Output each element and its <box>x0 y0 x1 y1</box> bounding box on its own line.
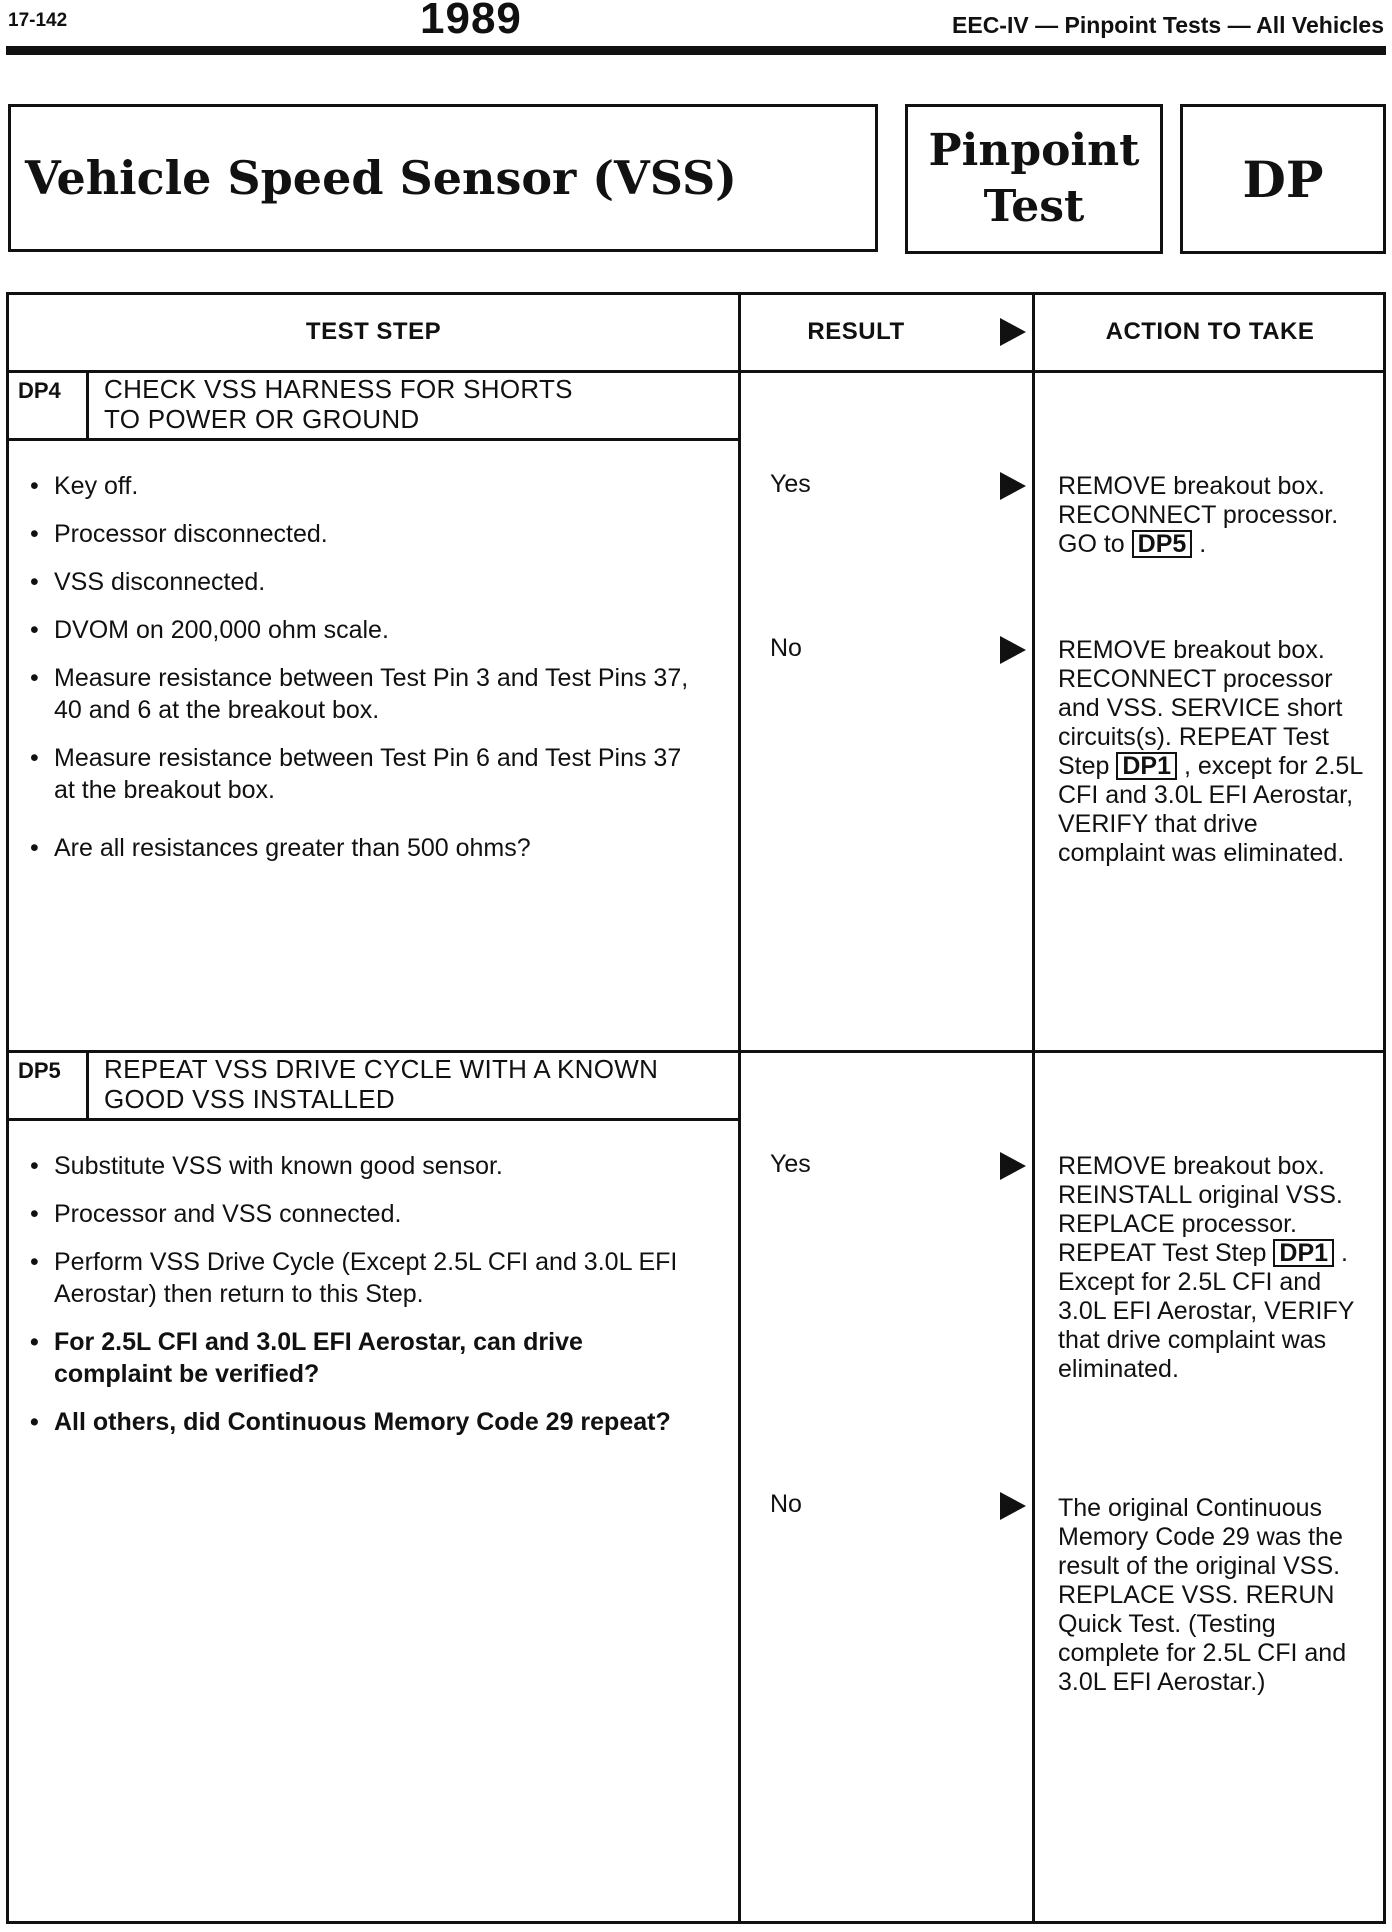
dp5-id-divider <box>86 1050 89 1118</box>
step-ref: DP1 <box>1273 1239 1334 1267</box>
action-text: The original Continuous Memory Code 29 was the result of the original VSS. REPLACE VSS. RERUN Quick Test. (Testing complete for 2.5L CFI and 3.0L EFI Aerostar.) <box>1058 1494 1347 1696</box>
bullet-item: • DVOM on 200,000 ohm scale. <box>26 614 706 646</box>
action-text: REMOVE breakout box. REINSTALL original VSS. REPLACE processor. REPEAT Test Step DP1 . Except for 2.5L CFI and 3.0L EFI Aerostar, VERIFY that drive complaint was eliminated. <box>1058 1152 1354 1383</box>
bullet-item: • Measure resistance between Test Pin 3 and Test Pins 37, 40 and 6 at the breakout box. <box>26 662 706 726</box>
col-result: RESULT <box>807 318 905 345</box>
step-ref: DP1 <box>1116 752 1177 780</box>
step-id: DP5 <box>18 1058 61 1083</box>
col-action: ACTION TO TAKE <box>1105 318 1315 345</box>
col-divider-2 <box>1032 292 1035 1924</box>
test-type-line2: Test <box>983 181 1085 232</box>
col-divider-1 <box>738 292 741 1924</box>
header-row-divider <box>6 370 1386 373</box>
bullet-item: • All others, did Continuous Memory Code 29 repeat? <box>26 1406 706 1438</box>
dp4-id-divider <box>86 370 89 438</box>
result-label: No <box>770 1490 802 1518</box>
test-title-box <box>8 104 878 252</box>
result-label: Yes <box>770 1150 811 1178</box>
step-row-divider <box>6 1050 1386 1053</box>
result-arrow-icon <box>1000 636 1026 664</box>
section-title: EEC-IV — Pinpoint Tests — All Vehicles <box>952 12 1384 38</box>
col-test-step: TEST STEP <box>305 318 442 345</box>
test-type-box <box>905 104 1163 254</box>
bullet-item: • Substitute VSS with known good sensor. <box>26 1150 706 1182</box>
result-arrow-icon <box>1000 1492 1026 1520</box>
bullet-item: • Measure resistance between Test Pin 6 and Test Pins 37 at the breakout box. <box>26 742 706 806</box>
header-rule <box>6 46 1386 55</box>
bullet-item: • VSS disconnected. <box>26 566 706 598</box>
bullet-item: • Processor disconnected. <box>26 518 706 550</box>
dp5-header-divider <box>6 1118 738 1121</box>
result-arrow-icon <box>1000 1152 1026 1180</box>
test-title: Vehicle Speed Sensor (VSS) <box>25 151 737 205</box>
step-id: DP4 <box>18 378 61 403</box>
result-arrow-icon <box>1000 472 1026 500</box>
page-number: 17-142 <box>8 10 68 31</box>
bullet-item: • Perform VSS Drive Cycle (Except 2.5L CFI and 3.0L EFI Aerostar) then return to this Step. <box>26 1246 706 1310</box>
action-text: REMOVE breakout box. RECONNECT processor. GO to DP5 . <box>1058 472 1339 558</box>
test-code: DP <box>1242 149 1324 209</box>
step-heading: REPEAT VSS DRIVE CYCLE WITH A KNOWN GOOD VSS INSTALLED <box>104 1054 659 1114</box>
dp4-header-divider <box>6 438 738 441</box>
action-text: REMOVE breakout box. RECONNECT processor and VSS. SERVICE short circuits(s). REPEAT Test Step DP1 , except for 2.5L CFI and 3.0L EFI Aerostar, VERIFY that drive complaint was eliminated. <box>1058 636 1363 867</box>
test-code-box <box>1180 104 1386 254</box>
result-arrow-icon <box>1000 318 1026 346</box>
dp5-bullet-list <box>26 1150 706 1454</box>
test-type-line1: Pinpoint <box>928 125 1140 176</box>
bullet-item: • Are all resistances greater than 500 ohms? <box>26 832 706 864</box>
page-year: 1989 <box>420 0 522 43</box>
result-label: Yes <box>770 470 811 498</box>
step-ref: DP5 <box>1132 530 1193 558</box>
bullet-item: • Key off. <box>26 470 706 502</box>
step-heading: CHECK VSS HARNESS FOR SHORTS TO POWER OR GROUND <box>104 374 573 434</box>
result-label: No <box>770 634 802 662</box>
bullet-item: • For 2.5L CFI and 3.0L EFI Aerostar, can drive complaint be verified? <box>26 1326 706 1390</box>
bullet-item: • Processor and VSS connected. <box>26 1198 706 1230</box>
dp4-bullet-list <box>26 470 706 880</box>
